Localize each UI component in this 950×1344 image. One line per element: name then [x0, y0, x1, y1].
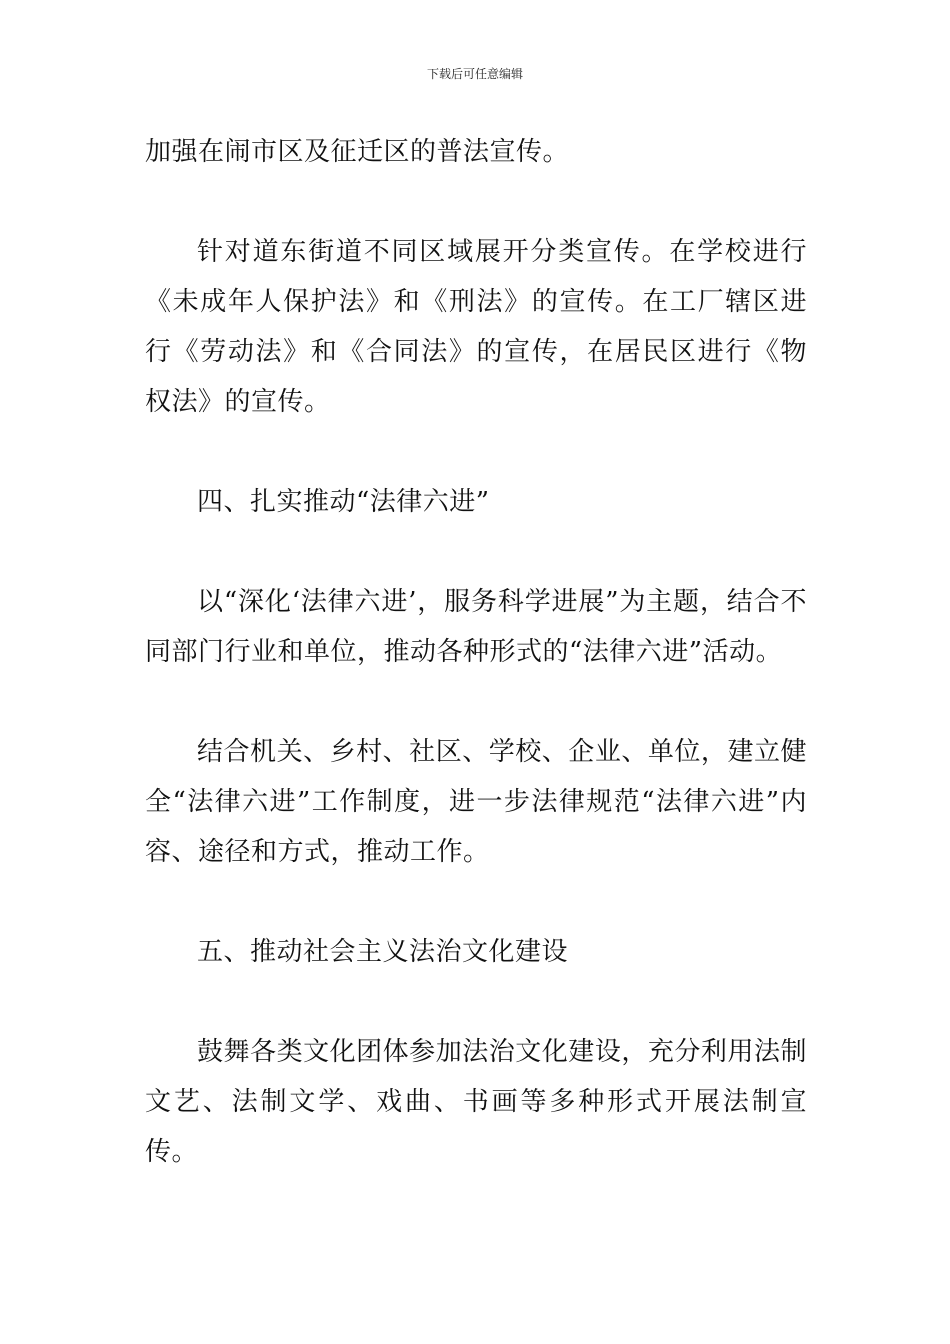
paragraph: 结合机关、乡村、社区、学校、企业、单位，建立健全“法律六进”工作制度，进一步法律规范“法律六进”内容、途径和方式，推动工作。 [145, 737, 807, 867]
section-heading-4: 四、扎实推动“法律六进” [197, 487, 490, 517]
document-body [145, 127, 807, 1227]
paragraph: 以“深化‘法律六进’，服务科学进展”为主题，结合不同部门行业和单位，推动各种形式的“法律六进”活动。 [145, 587, 807, 667]
paragraph: 鼓舞各类文化团体参加法治文化建设，充分利用法制文艺、法制文学、戏曲、书画等多种形式开展法制宣传。 [145, 1037, 807, 1167]
paragraph-continuation: 加强在闹市区及征迁区的普法宣传。 [145, 137, 570, 167]
paragraph: 针对道东街道不同区域展开分类宣传。在学校进行《未成年人保护法》和《刑法》的宣传。在工厂辖区进行《劳动法》和《合同法》的宣传，在居民区进行《物权法》的宣传。 [145, 237, 807, 417]
page-header: 下载后可任意编辑 [426, 67, 523, 81]
section-heading-5: 五、推动社会主义法治文化建设 [197, 937, 569, 967]
